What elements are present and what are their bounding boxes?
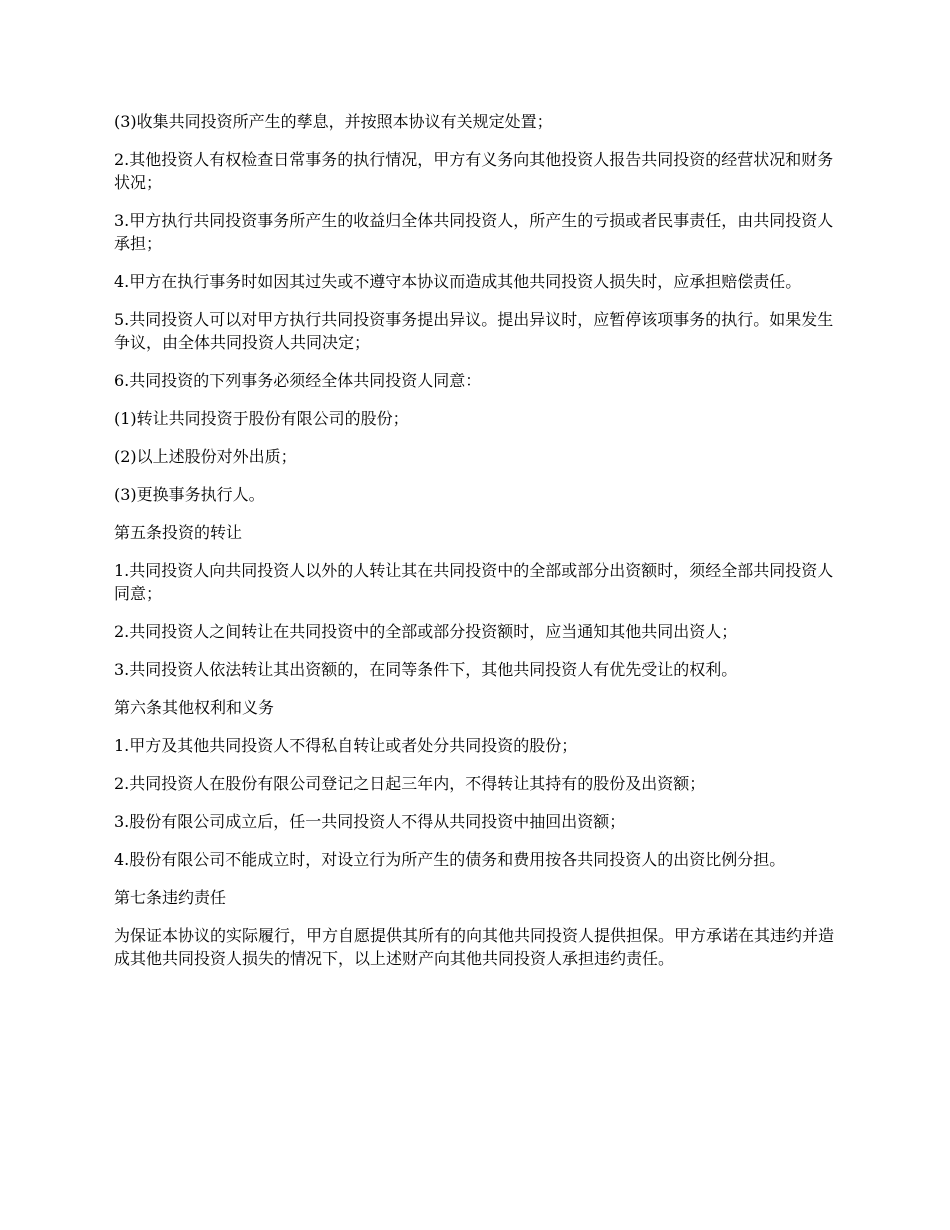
section-heading-article-7: 第七条违约责任 [114, 888, 227, 907]
paragraph-5-objection: 5.共同投资人可以对甲方执行共同投资事务提出异议。提出异议时，应暂停该项事务的执行。如果发生争议，由全体共同投资人共同决定； [114, 310, 834, 352]
paragraph-6-3-no-withdrawal: 3.股份有限公司成立后，任一共同投资人不得从共同投资中抽回出资额； [114, 812, 626, 831]
paragraph-item-2-pledge: (2)以上述股份对外出质； [114, 447, 297, 466]
paragraph-6-4-failure-costs: 4.股份有限公司不能成立时，对设立行为所产生的债务和费用按各共同投资人的出资比例分担。 [114, 850, 786, 869]
paragraph-5-2-internal-transfer: 2.共同投资人之间转让在共同投资中的全部或部分投资额时，应当通知其他共同出资人； [114, 622, 738, 641]
document-page [114, 110, 838, 985]
section-heading-article-6: 第六条其他权利和义务 [114, 698, 275, 717]
paragraph-2-right-to-inspect: 2.其他投资人有权检查日常事务的执行情况，甲方有义务向其他投资人报告共同投资的经营状况和财务状况； [114, 150, 834, 192]
paragraph-6-2-lockup-period: 2.共同投资人在股份有限公司登记之日起三年内，不得转让其持有的股份及出资额； [114, 774, 706, 793]
paragraph-4-liability: 4.甲方在执行事务时如因其过失或不遵守本协议而造成其他共同投资人损失时，应承担赔偿责任。 [114, 272, 802, 291]
paragraph-6-1-no-private-transfer: 1.甲方及其他共同投资人不得私自转让或者处分共同投资的股份； [114, 736, 578, 755]
paragraph-5-3-preemptive-right: 3.共同投资人依法转让其出资额的，在同等条件下，其他共同投资人有优先受让的权利。 [114, 660, 738, 679]
paragraph-7-guarantee: 为保证本协议的实际履行，甲方自愿提供其所有的向其他共同投资人提供担保。甲方承诺在其违约并造成其他共同投资人损失的情况下，以上述财产向其他共同投资人承担违约责任。 [114, 926, 835, 968]
paragraph-3-collect-interest: (3)收集共同投资所产生的孳息，并按照本协议有关规定处置； [114, 112, 553, 131]
paragraph-5-1-external-transfer: 1.共同投资人向共同投资人以外的人转让其在共同投资中的全部或部分出资额时，须经全部共同投资人同意； [114, 561, 834, 603]
paragraph-item-1-transfer-shares: (1)转让共同投资于股份有限公司的股份； [114, 409, 409, 428]
paragraph-3-profit-and-loss: 3.甲方执行共同投资事务所产生的收益归全体共同投资人，所产生的亏损或者民事责任，由共同投资人承担； [114, 211, 834, 253]
paragraph-6-unanimous-consent: 6.共同投资的下列事务必须经全体共同投资人同意： [114, 371, 482, 390]
paragraph-item-3-replace-executor: (3)更换事务执行人。 [114, 485, 265, 504]
section-heading-article-5: 第五条投资的转让 [114, 523, 243, 542]
